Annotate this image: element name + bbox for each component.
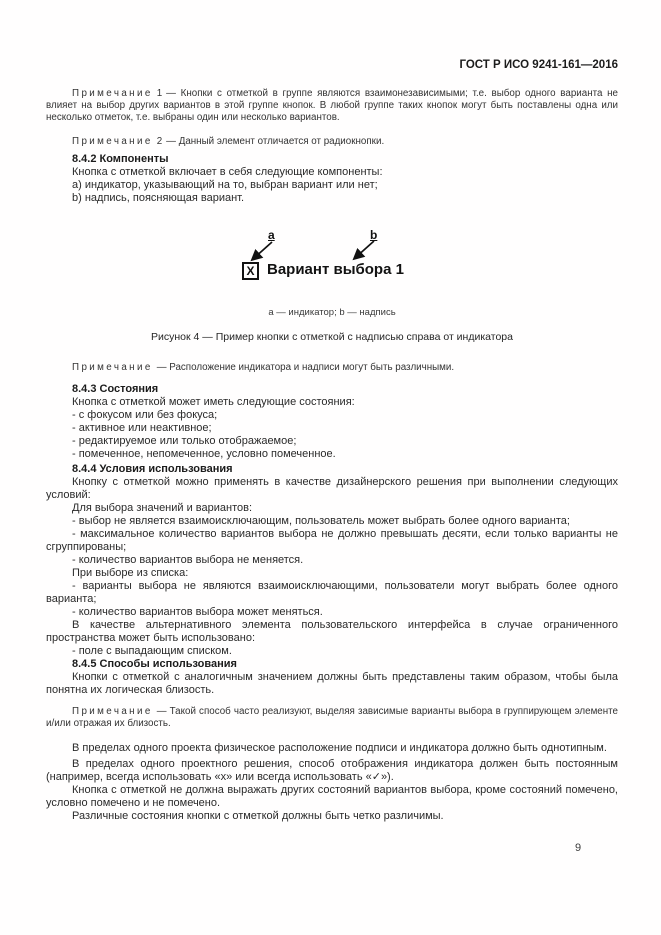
paragraph: Кнопки с отметкой с аналогичным значением должны быть представлены таким образом, чтобы была понятна их логическая близость. xyxy=(46,671,618,697)
list-item: - с фокусом или без фокуса; xyxy=(72,409,218,422)
note-text: — Кнопки с отметкой в группе являются взаимонезависимыми; т.е. выбор одного варианта не влияет на выбор других вариантов в этой группе кнопок. В любой группе таких кнопок могут быть поставлены одна или несколько отметок, т.е. выбраны один или несколько вариантов. xyxy=(46,88,618,124)
doc-code: ГОСТ Р ИСО 9241-161—2016 xyxy=(459,59,618,71)
paragraph: Кнопка с отметкой не должна выражать других состояний вариантов выбора, кроме состояний помечено, условно помечено и не помечено. xyxy=(46,784,618,810)
figure-callout-b: b xyxy=(370,227,378,242)
note-2 xyxy=(46,136,618,148)
list-item: - варианты выбора не являются взаимоисключающими, пользователи могут выбрать более одного варианта; xyxy=(46,580,618,606)
list-item: - максимальное количество вариантов выбора не должно превышать десяти, если только варианты не сгруппированы; xyxy=(46,528,618,554)
paragraph: Различные состояния кнопки с отметкой должны быть четко различимы. xyxy=(72,810,444,823)
paragraph: Кнопку с отметкой можно применять в качестве дизайнерского решения при выполнении следующих условий: xyxy=(46,476,618,502)
list-item: a) индикатор, указывающий на то, выбран вариант или нет; xyxy=(72,178,378,191)
note-label: Примечание xyxy=(72,88,153,99)
paragraph: В качестве альтернативного элемента пользовательского интерфейса в случае ограниченного пространства может быть использовано: xyxy=(46,619,618,645)
section-heading-844: 8.4.4 Условия использования xyxy=(72,463,233,476)
figure-callout-a: a xyxy=(268,227,275,242)
note-label: Примечание xyxy=(72,135,153,147)
paragraph: Кнопка с отметкой включает в себя следующие компоненты: xyxy=(72,165,383,178)
figure-4-illustration xyxy=(46,229,618,283)
figure-legend: a — индикатор; b — надпись xyxy=(268,306,396,318)
list-item: - поле с выпадающим списком. xyxy=(72,645,232,658)
figure-caption: Рисунок 4 — Пример кнопки с отметкой с надписью справа от индикатора xyxy=(151,330,513,343)
note-figure xyxy=(46,362,618,374)
paragraph: Кнопка с отметкой может иметь следующие состояния: xyxy=(72,396,355,409)
note-label: Примечание xyxy=(72,361,153,373)
section-heading-843: 8.4.3 Состояния xyxy=(72,383,159,396)
list-item: - выбор не является взаимоисключающим, пользователь может выбрать более одного варианта; xyxy=(72,515,570,528)
section-heading-842: 8.4.2 Компоненты xyxy=(72,152,169,165)
paragraph: В пределах одного проектного решения, способ отображения индикатора должен быть постоянным (например, всегда использовать «х» или всегда использовать «✓»). xyxy=(46,758,618,784)
note-number: 1 xyxy=(156,88,163,99)
paragraph: Для выбора значений и вариантов: xyxy=(72,502,253,515)
note-text: — Данный элемент отличается от радиокнопки. xyxy=(166,135,385,147)
note-1 xyxy=(46,88,618,125)
list-item: b) надпись, поясняющая вариант. xyxy=(72,191,245,204)
note-text: — Расположение индикатора и надписи могут быть различными. xyxy=(156,361,455,373)
list-item: - помеченное, непомеченное, условно помеченное. xyxy=(72,448,336,461)
page-content xyxy=(46,0,618,823)
list-item: - активное или неактивное; xyxy=(72,422,212,435)
doc-header xyxy=(46,59,618,72)
note-number: 2 xyxy=(156,135,163,147)
checkbox-indicator-icon: X xyxy=(242,262,259,280)
note-845 xyxy=(46,706,618,730)
checkbox-option-label: Вариант выбора 1 xyxy=(267,260,404,278)
page-number: 9 xyxy=(575,842,582,854)
list-item: - редактируемое или только отображаемое; xyxy=(72,435,297,448)
paragraph: При выборе из списка: xyxy=(72,567,189,580)
list-item: - количество вариантов выбора не меняется. xyxy=(72,554,304,567)
note-text: — Такой способ часто реализуют, выделяя зависимые варианты выбора в группирующем элементе и/или отражая их близость. xyxy=(46,706,618,730)
section-heading-845: 8.4.5 Способы использования xyxy=(72,658,237,671)
list-item: - количество вариантов выбора может меняться. xyxy=(72,606,323,619)
note-label: Примечание xyxy=(72,706,153,718)
paragraph: В пределах одного проекта физическое расположение подписи и индикатора должно быть однотипным. xyxy=(72,742,607,755)
